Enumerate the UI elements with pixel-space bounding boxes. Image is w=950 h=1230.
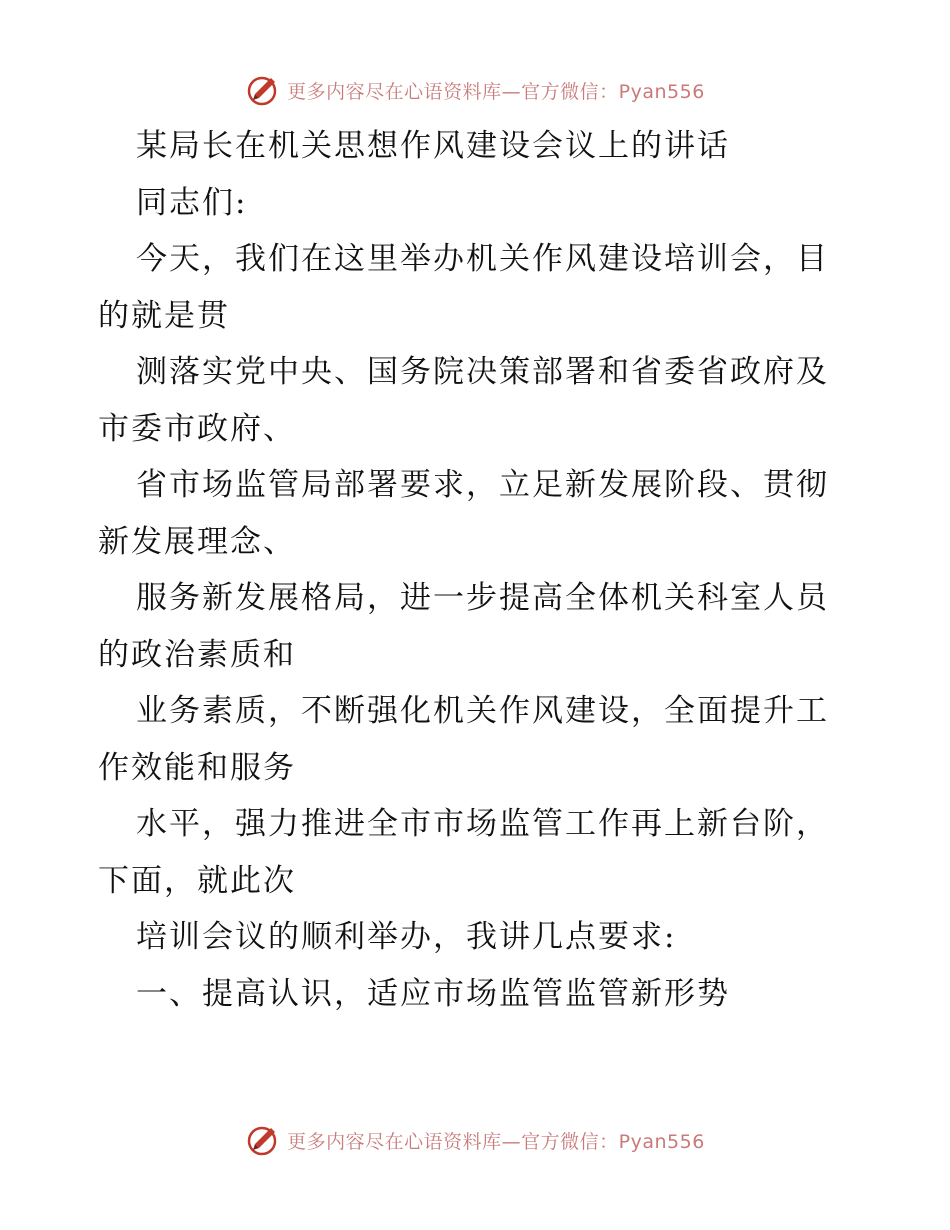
paragraph-line: 的就是贯 — [98, 297, 230, 334]
paragraph-line: 新发展理念、 — [98, 523, 296, 560]
paragraph-line: 测落实党中央、国务院决策部署和省委省政府及 — [136, 354, 829, 390]
section-heading: 一、提高认识，适应市场监管监管新形势 — [136, 975, 730, 1012]
paragraph-line: 今天，我们在这里举办机关作风建设培训会，目 — [136, 241, 829, 277]
paragraph-line: 水平，强力推进全市市场监管工作再上新台阶， — [136, 806, 829, 842]
paragraph-line: 服务新发展格局，进一步提高全体机关科室人员 — [136, 580, 829, 616]
document-body — [98, 118, 858, 1022]
document-title: 某局长在机关思想作风建设会议上的讲话 — [136, 128, 730, 164]
pen-logo-icon — [245, 72, 281, 108]
paragraph-line: 培训会议的顺利举办，我讲几点要求: — [136, 919, 677, 955]
footer-banner-text: 更多内容尽在心语资料库—官方微信：Pyan556 — [287, 1130, 705, 1153]
header-banner-text: 更多内容尽在心语资料库—官方微信：Pyan556 — [287, 80, 705, 103]
paragraph-line: 下面，就此次 — [98, 862, 296, 899]
pen-logo-icon — [245, 1122, 281, 1158]
paragraph-line: 的政治素质和 — [98, 636, 296, 673]
paragraph-line: 业务素质，不断强化机关作风建设，全面提升工 — [136, 693, 829, 729]
paragraph-line: 省市场监管局部署要求，立足新发展阶段、贯彻 — [136, 467, 829, 503]
paragraph-line: 市委市政府、 — [98, 410, 296, 447]
paragraph-line: 作效能和服务 — [98, 749, 296, 786]
header-banner — [0, 70, 950, 110]
footer-banner — [0, 1120, 950, 1160]
salutation: 同志们: — [136, 184, 248, 221]
